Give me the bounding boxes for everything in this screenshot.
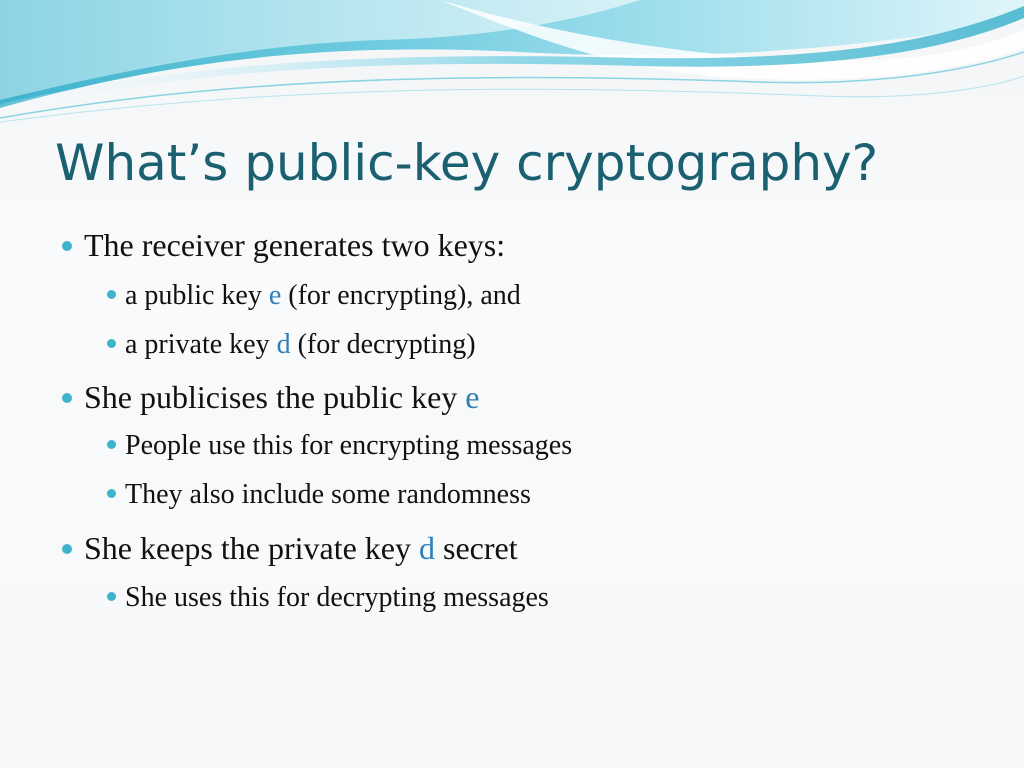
bullet-icon	[107, 440, 116, 449]
bullet-icon	[62, 241, 72, 251]
bullet-text: She publicises the public key	[84, 379, 458, 415]
bullet-icon	[107, 339, 116, 348]
sub-bullet-item	[107, 428, 572, 464]
bullet-icon	[62, 393, 72, 403]
key-symbol: e	[268, 280, 282, 311]
sub-bullet-text: She uses this for decrypting messages	[125, 582, 549, 613]
bullet-text: The receiver generates two keys:	[84, 227, 506, 263]
sub-bullet-text: a private key	[125, 329, 270, 360]
slide-title: What’s public-key cryptography?	[55, 134, 879, 192]
sub-bullet-text: They also include some randomness	[125, 479, 531, 510]
sub-bullet-text: a public key	[125, 280, 262, 311]
bullet-icon	[107, 592, 116, 601]
sub-bullet-text: (for decrypting)	[297, 329, 476, 360]
sub-bullet-item	[107, 477, 531, 513]
sub-bullet-item	[107, 580, 549, 616]
sub-bullet-item	[107, 278, 521, 314]
key-symbol: d	[276, 329, 291, 360]
bullet-icon	[107, 489, 116, 498]
sub-bullet-text: (for encrypting), and	[288, 280, 521, 311]
bullet-item	[62, 225, 505, 265]
bullet-text: She keeps the private key	[84, 530, 411, 566]
sub-bullet-text: People use this for encrypting messages	[125, 430, 573, 461]
key-symbol: e	[465, 379, 480, 415]
bullet-icon	[107, 290, 116, 299]
sub-bullet-item	[107, 327, 476, 363]
bullet-item	[62, 528, 518, 568]
bullet-icon	[62, 544, 72, 554]
bullet-text: secret	[443, 530, 518, 566]
bullet-item	[62, 377, 479, 417]
key-symbol: d	[419, 530, 435, 566]
